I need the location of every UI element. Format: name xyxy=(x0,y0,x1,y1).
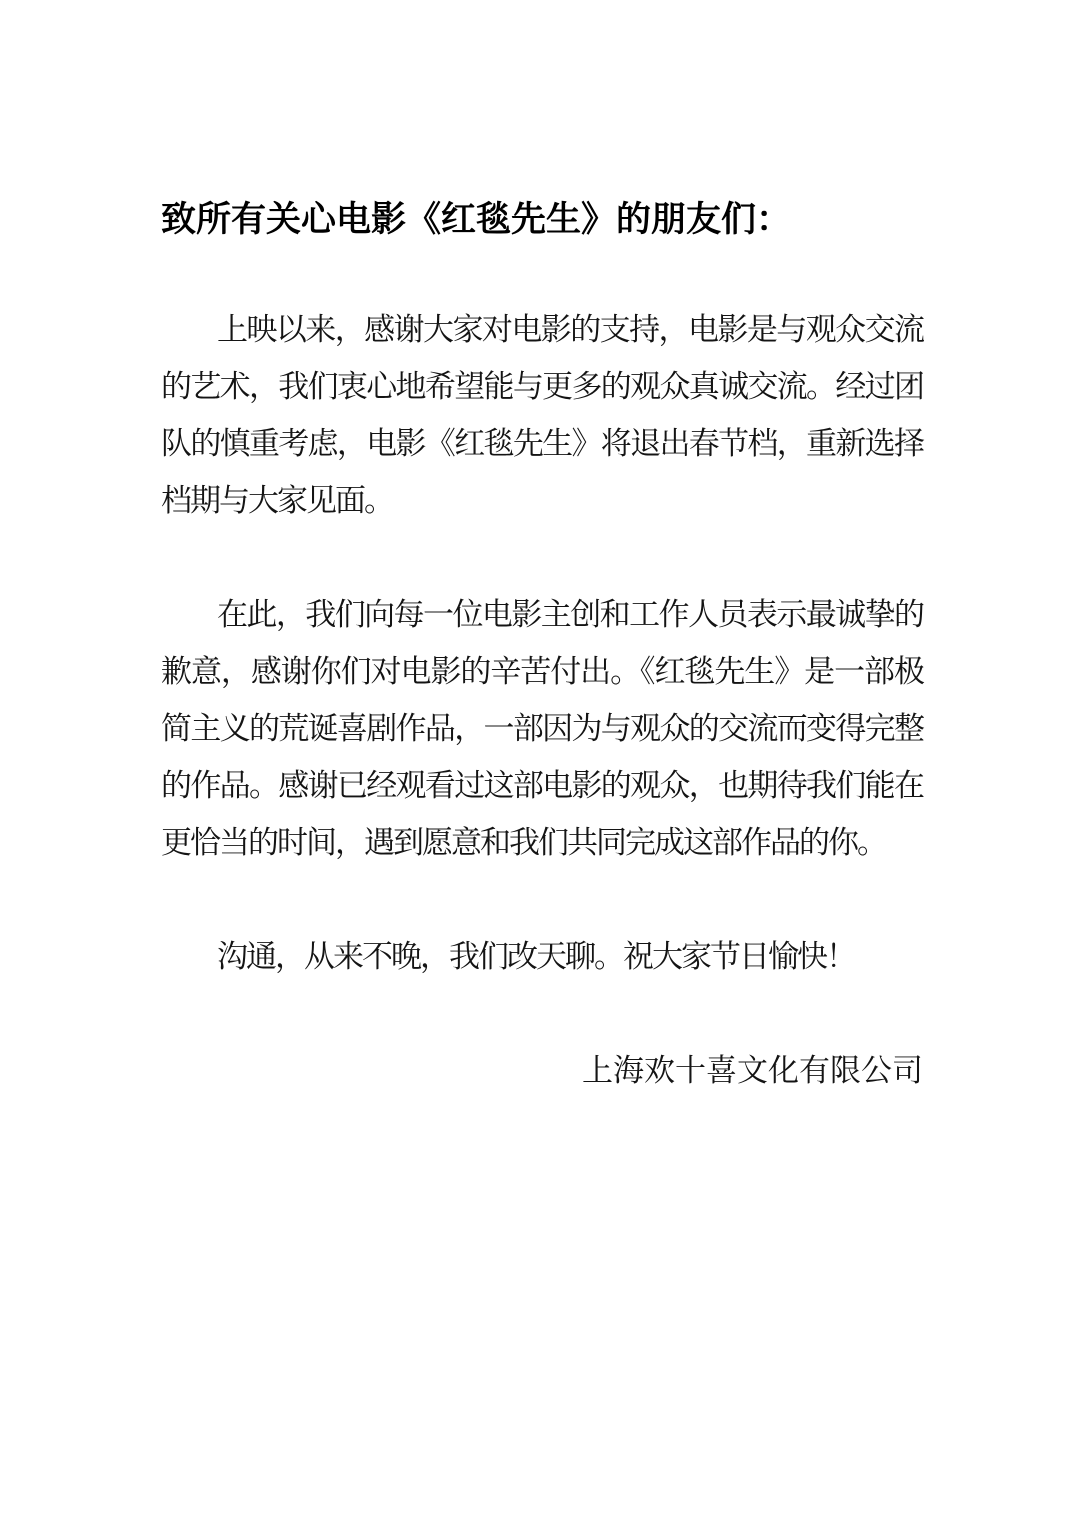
letter-content xyxy=(161,196,923,1099)
letter-title: 致所有关心电影《红毯先生》的朋友们： xyxy=(161,200,792,239)
letter-paragraph-2: 在此，我们向每一位电影主创和工作人员表示最诚挚的歉意，感谢你们对电影的辛苦付出。《红毯先生》是一部极简主义的荒诞喜剧作品，一部因为与观众的交流而变得完整的作品。感谢已经观看过这部电影的观众，也期待我们能在更恰当的时间，遇到愿意和我们共同完成这部作品的你。 xyxy=(161,597,923,860)
letter-paragraph-1: 上映以来，感谢大家对电影的支持，电影是与观众交流的艺术，我们衷心地希望能与更多的观众真诚交流。经过团队的慎重考虑，电影《红毯先生》将退出春节档，重新选择档期与大家见面。 xyxy=(161,312,923,518)
letter-paragraph-3: 沟通，从来不晚，我们改天聊。祝大家节日愉快！ xyxy=(217,939,855,974)
letter-signature: 上海欢十喜文化有限公司 xyxy=(582,1053,923,1088)
